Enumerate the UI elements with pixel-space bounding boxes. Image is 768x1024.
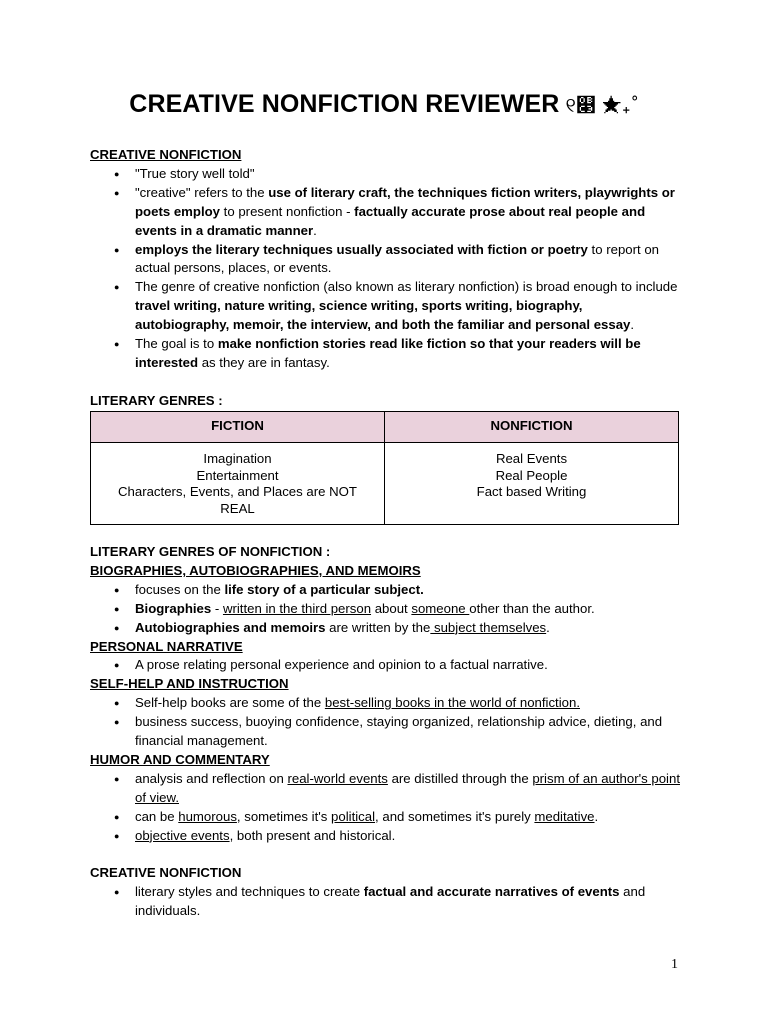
spacer [90, 845, 680, 864]
list-item: ● "creative" refers to the use of literary craft, the techniques fiction writers, playwrights or poets employ to present nonfiction - factually accurate prose about real people and events in a dramatic manner. [90, 184, 680, 241]
biographies-list [90, 581, 680, 638]
spacer [90, 373, 680, 392]
section-heading-creative-nonfiction-2: CREATIVE NONFICTION [90, 865, 242, 881]
title-decoration: ୧௃ ★₊˚ [565, 95, 639, 117]
list-item: ● objective events, both present and historical. [90, 827, 680, 846]
table-header-nonfiction: NONFICTION [385, 411, 679, 442]
table-cell-nonfiction: Real Events Real People Fact based Writing [385, 442, 679, 524]
list-item: ● The goal is to make nonfiction stories read like fiction so that your readers will be interested as they are in fantasy. [90, 335, 680, 373]
list-item: ● literary styles and techniques to create factual and accurate narratives of events and individuals. [90, 883, 680, 921]
document-body [90, 146, 680, 921]
list-item: ● can be humorous, sometimes it's political, and sometimes it's purely meditative. [90, 808, 680, 827]
list-item: ● business success, buoying confidence, staying organized, relationship advice, dieting, and financial management. [90, 713, 680, 751]
list-item: ● The genre of creative nonfiction (also known as literary nonfiction) is broad enough to include travel writing, nature writing, science writing, sports writing, biography, autobiography, memoir, the interview, and both the familiar and personal essay. [90, 278, 680, 335]
creative-nonfiction-list [90, 165, 680, 373]
section-heading-literary-genres: LITERARY GENRES : [90, 392, 223, 408]
table-row [91, 442, 679, 524]
page-number: 1 [671, 957, 678, 972]
list-item: ● Biographies - written in the third person about someone other than the author. [90, 600, 680, 619]
list-item: ● "True story well told" [90, 165, 680, 184]
genres-table [90, 411, 679, 525]
list-item: ● A prose relating personal experience and opinion to a factual narrative. [90, 656, 680, 675]
title-text: CREATIVE NONFICTION REVIEWER [129, 90, 560, 118]
personal-narrative-list [90, 656, 680, 675]
list-item: ● analysis and reflection on real-world events are distilled through the prism of an author's point of view. [90, 770, 680, 808]
table-header-fiction: FICTION [91, 411, 385, 442]
section-heading-nonfiction-genres: LITERARY GENRES OF NONFICTION : [90, 543, 331, 559]
table-header-row [91, 411, 679, 442]
subheading-self-help: SELF-HELP AND INSTRUCTION [90, 676, 289, 692]
subheading-humor-commentary: HUMOR AND COMMENTARY [90, 751, 270, 767]
list-item: ● employs the literary techniques usually associated with fiction or poetry to report on actual persons, places, or events. [90, 241, 680, 279]
subheading-biographies: BIOGRAPHIES, AUTOBIOGRAPHIES, AND MEMOIRS [90, 562, 421, 578]
list-item: ● focuses on the life story of a particular subject. [90, 581, 680, 600]
page-title [0, 90, 768, 119]
section-heading-creative-nonfiction: CREATIVE NONFICTION [90, 147, 242, 162]
self-help-list [90, 694, 680, 751]
list-item: ● Autobiographies and memoirs are written by the subject themselves. [90, 619, 680, 638]
subheading-personal-narrative: PERSONAL NARRATIVE [90, 638, 243, 654]
table-cell-fiction: Imagination Entertainment Characters, Events, and Places are NOT REAL [91, 442, 385, 524]
humor-commentary-list [90, 770, 680, 846]
creative-nonfiction-2-list [90, 883, 680, 921]
list-item: ● Self-help books are some of the best-selling books in the world of nonfiction. [90, 694, 680, 713]
